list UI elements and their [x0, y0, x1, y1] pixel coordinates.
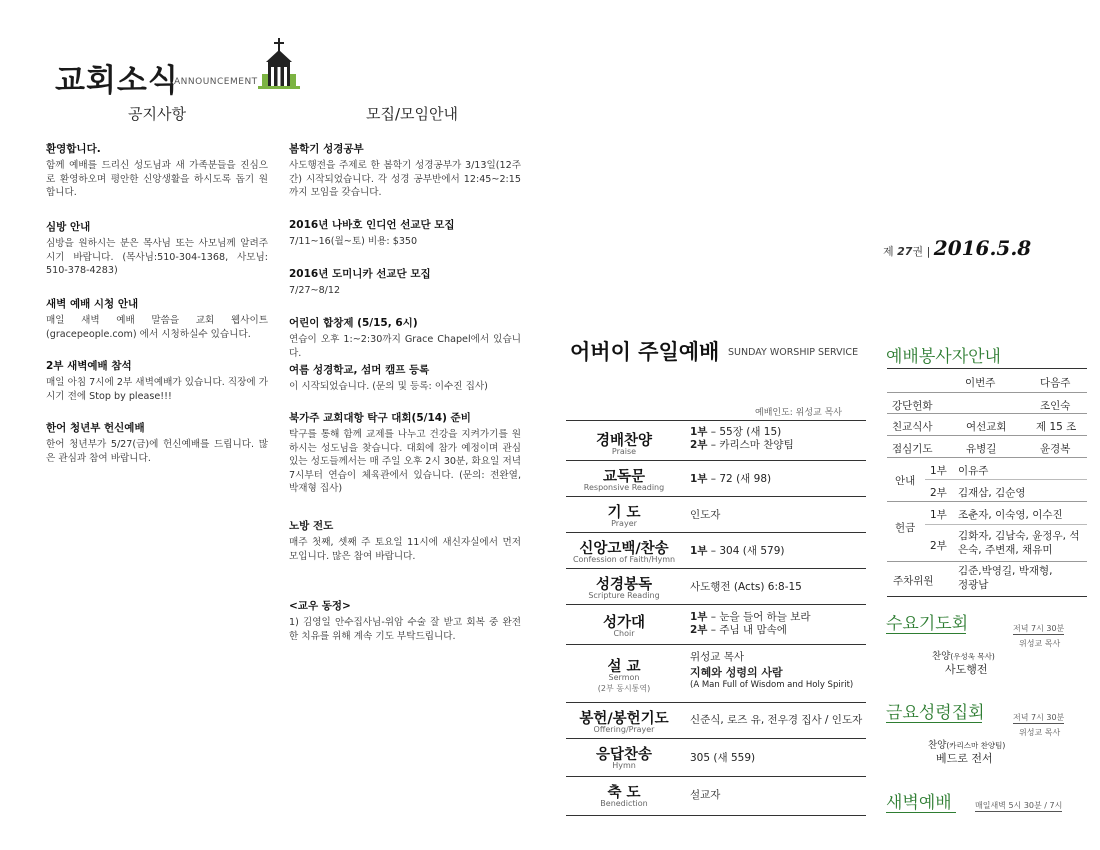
part-value: – 카리스마 찬양팀 — [707, 439, 794, 451]
recruit-item — [289, 315, 521, 360]
guide-label: 안내 — [895, 475, 916, 487]
servant-this: 여선교회 — [966, 421, 1007, 433]
sermon-title: 지혜와 성령의 사람 — [690, 666, 783, 679]
recruit-body: 7/27~8/12 — [289, 285, 341, 296]
recruit-item — [289, 266, 521, 298]
worship-subtitle: SUNDAY WORSHIP SERVICE — [728, 347, 859, 358]
recruit-heading: 모집/모임안내 — [366, 105, 458, 123]
recruit-title: 노방 전도 — [289, 520, 334, 532]
worship-item-value: 사도행전 (Acts) 6:8-15 — [690, 581, 802, 593]
rule — [886, 812, 956, 813]
worship-title: 어버이 주일예배 — [570, 340, 720, 364]
notice-item — [46, 141, 268, 200]
guide-part: 1부 — [930, 465, 947, 477]
recruit-item — [289, 217, 521, 249]
friday-praise — [928, 737, 1005, 751]
worship-row — [566, 460, 866, 497]
recruit-item — [289, 598, 521, 643]
worship-row — [566, 568, 866, 605]
worship-row — [566, 496, 866, 533]
praise-label: 찬양 — [932, 651, 951, 662]
friday-time: 저녁 7시 30분 — [1013, 713, 1065, 722]
worship-row — [566, 532, 866, 569]
worship-row — [566, 604, 866, 645]
praise-label: 찬양 — [928, 740, 947, 751]
notice-body: 한어 청년부가 5/27(금)에 헌신예배를 드립니다. 많은 관심과 참여 바랍니다. — [46, 439, 268, 464]
notice-title: 2부 새벽예배 참석 — [46, 360, 132, 372]
issue-suffix: 권 | — [912, 245, 931, 258]
recruit-item — [289, 518, 521, 563]
issue-prefix: 제 — [883, 245, 894, 258]
notice-body: 함께 예배를 드리신 성도님과 새 가족분들을 진심으로 환영하오며 평안한 신앙생활을 하시도록 돕기 원합니다. — [46, 160, 268, 198]
church-icon — [258, 36, 300, 92]
praise-team: (카리스마 찬양팀) — [946, 741, 1006, 750]
worship-item-ko: 성가대 — [602, 615, 646, 631]
worship-item-en: Responsive Reading — [583, 483, 665, 492]
recruit-title: 2016년 나바호 인디언 선교단 모집 — [289, 219, 455, 231]
recruit-title: 여름 성경학교, 섬머 캠프 등록 — [289, 364, 430, 376]
rule — [886, 722, 982, 723]
worship-item-value: 305 (새 559) — [690, 752, 756, 764]
worship-item-value — [690, 545, 784, 558]
part-value: – 눈을 들어 하늘 보라 — [707, 611, 811, 623]
servant-next: 조인숙 — [1040, 400, 1071, 412]
friday-leader: 위성교 목사 — [1019, 728, 1061, 737]
parking-names: 김준,박영길, 박재형,정광남 — [958, 565, 1053, 591]
servants-title: 예배봉사자안내 — [886, 347, 1001, 367]
worship-leader: 예배인도: 위성교 목사 — [755, 408, 843, 418]
wednesday-time: 저녁 7시 30분 — [1013, 624, 1065, 633]
worship-item-value: 설교자 — [690, 789, 721, 801]
part-value: – 55장 (새 15) — [707, 426, 782, 438]
sermon-title-en: (A Man Full of Wisdom and Holy Spirit) — [690, 680, 854, 690]
part-label: 2부 — [690, 439, 708, 451]
offering-part: 1부 — [930, 509, 947, 521]
recruit-body: 이 시작되었습니다. (문의 및 등록: 이수진 집사) — [289, 381, 488, 392]
worship-item-ko: 축 도 — [607, 785, 641, 801]
recruit-title: 북가주 교회대항 탁구 대회(5/14) 준비 — [289, 412, 471, 424]
servant-label: 친교식사 — [892, 421, 933, 433]
rule — [887, 435, 1087, 436]
part-label: 2부 — [690, 624, 708, 636]
part-label: 1부 — [690, 426, 708, 438]
notice-item — [46, 219, 268, 278]
part-value: – 주님 내 맘속에 — [707, 624, 787, 636]
worship-item-ko: 성경봉독 — [595, 577, 653, 593]
notice-item — [46, 358, 268, 403]
notice-title: 한어 청년부 헌신예배 — [46, 422, 145, 434]
offering-label: 헌금 — [895, 522, 916, 534]
rule — [887, 561, 1087, 562]
page-title: 교회소식 — [55, 63, 179, 99]
worship-item-ko: 신앙고백/찬송 — [579, 541, 669, 557]
worship-item-en: Choir — [613, 629, 635, 638]
issue-number: 27 — [897, 245, 913, 258]
wednesday-title: 수요기도회 — [886, 614, 969, 634]
recruit-body: 매주 첫째, 셋째 주 토요일 11시에 새신자실에서 먼저 모입니다. 많은 참여 바랍니다. — [289, 537, 521, 562]
worship-bottom-rule — [566, 815, 866, 816]
offering-names: 김화자, 김남숙, 윤정우, 석은숙, 주변재, 채유미 — [958, 530, 1080, 556]
worship-item-value — [690, 651, 853, 692]
worship-row — [566, 702, 866, 739]
recruit-body: 연습이 오후 1:~2:30까지 Grace Chapel에서 있습니다. — [289, 334, 521, 359]
rule — [887, 596, 1087, 597]
notice-title: 새벽 예배 시청 안내 — [46, 298, 139, 310]
col-this-week: 이번주 — [965, 377, 996, 389]
praise-team: (우성욱 목사) — [950, 652, 995, 661]
notice-body: 심방을 원하시는 분은 목사님 또는 사모님께 알려주시기 바랍니다. (목사님:510-304-1368, 사모님: 510-378-4283) — [46, 238, 268, 276]
notice-title: 환영합니다. — [46, 143, 101, 155]
worship-item-en: Offering/Prayer — [593, 725, 655, 734]
worship-item-ko: 경배찬양 — [595, 433, 653, 449]
worship-item-value — [690, 426, 794, 452]
wednesday-praise — [932, 648, 995, 662]
rule — [925, 479, 1087, 480]
worship-item-en2: (2부 동시통역) — [597, 684, 651, 693]
worship-item-ko: 응답찬송 — [595, 747, 653, 763]
worship-item-value — [690, 611, 811, 637]
issue-date: 2016.5.8 — [933, 236, 1032, 260]
notice-body: 매일 아침 7시에 2부 새벽예배가 있습니다. 직장에 가시기 전에 Stop by please!!! — [46, 377, 268, 402]
recruit-body: 1) 김영일 안수집사님-위암 수술 잘 받고 회복 중 완전한 치유를 위해 계속 기도 부탁드립니다. — [289, 617, 521, 642]
friday-text: 베드로 전서 — [936, 752, 993, 765]
worship-row — [566, 776, 866, 816]
recruit-body: 7/11~16(월~토) 비용: $350 — [289, 236, 418, 247]
rule — [925, 524, 1087, 525]
notice-body: 매일 새벽 예배 말씀을 교회 웹사이트 (gracepeople.com) 에서 시청하실수 있습니다. — [46, 315, 268, 340]
rule — [886, 633, 966, 634]
servant-this: 유병길 — [966, 443, 997, 455]
worship-item-en: Hymn — [612, 761, 636, 770]
worship-item-en: Scripture Reading — [588, 591, 660, 600]
recruit-title: 2016년 도미니카 선교단 모집 — [289, 268, 431, 280]
guide-names: 이유주 — [958, 465, 989, 477]
guide-names: 김재삼, 김순영 — [958, 487, 1026, 499]
part-value: – 304 (새 579) — [707, 545, 785, 557]
notice-item — [46, 420, 268, 465]
part-label: 1부 — [690, 611, 708, 623]
rule — [887, 368, 1087, 369]
dawn-title: 새벽예배 — [886, 793, 952, 813]
rule — [887, 413, 1087, 414]
col-next-week: 다음주 — [1040, 377, 1071, 389]
worship-item-ko: 기 도 — [607, 505, 641, 521]
issue-info — [883, 236, 1031, 260]
friday-title: 금요성령집회 — [886, 703, 985, 723]
part-label: 1부 — [690, 545, 708, 557]
worship-item-ko: 교독문 — [602, 469, 646, 485]
worship-item-ko: 봉헌/봉헌기도 — [579, 711, 669, 727]
rule — [887, 392, 1087, 393]
recruit-item — [289, 410, 521, 496]
recruit-body: 탁구를 통해 함께 교제를 나누고 건강을 지켜가기를 원하시는 성도님을 찾습니다. 대회에 참가 예정이며 관심 있는 성도들께서는 매 주일 오후 2시 30분, 화요일 저녁 7시부터 연습이 체육관에서 있습니다. (문의: 전완열, 박재형 집사) — [289, 429, 521, 494]
preacher: 위성교 목사 — [690, 651, 745, 663]
worship-item-value: 인도자 — [690, 509, 721, 521]
worship-item-en: Praise — [611, 447, 637, 456]
part-value: – 72 (새 98) — [707, 473, 772, 485]
wednesday-leader: 위성교 목사 — [1019, 639, 1061, 648]
worship-item-en: Confession of Faith/Hymn — [572, 555, 676, 564]
worship-item-value — [690, 473, 771, 486]
servant-label: 강단헌화 — [892, 400, 933, 412]
offering-names: 조춘자, 이숙영, 이수진 — [958, 509, 1063, 521]
worship-item-ko: 설 교 — [607, 659, 641, 675]
offering-part: 2부 — [930, 540, 947, 552]
parking-label: 주차위원 — [893, 575, 934, 587]
worship-item-en: Prayer — [611, 519, 637, 528]
recruit-item — [289, 362, 521, 394]
rule — [887, 501, 1087, 502]
worship-item-value: 신준식, 로즈 유, 전우경 집사 / 인도자 — [690, 714, 863, 726]
servant-next: 제 15 조 — [1036, 421, 1077, 433]
worship-item-en: Benediction — [600, 799, 648, 808]
recruit-body: 사도행전을 주제로 한 봄학기 성경공부가 3/13일(12주간) 시작되었습니다. 각 성경 공부반에서 12:45~2:15까지 모임을 갖습니다. — [289, 160, 521, 198]
recruit-title: <교우 동정> — [289, 600, 351, 612]
servant-next: 윤경복 — [1040, 443, 1071, 455]
rule — [887, 457, 1087, 458]
notice-item — [46, 296, 268, 341]
worship-row — [566, 420, 866, 461]
recruit-item — [289, 141, 521, 200]
worship-item-en: Sermon — [608, 673, 640, 682]
recruit-title: 어린이 합창제 (5/15, 6시) — [289, 317, 418, 329]
servant-label: 점심기도 — [892, 443, 933, 455]
guide-part: 2부 — [930, 487, 947, 499]
worship-row — [566, 738, 866, 777]
notices-heading: 공지사항 — [128, 105, 186, 123]
recruit-title: 봄학기 성경공부 — [289, 143, 364, 155]
dawn-time: 매일새벽 5시 30분 / 7시 — [975, 801, 1063, 810]
worship-row — [566, 644, 866, 703]
notice-title: 심방 안내 — [46, 221, 91, 233]
part-label: 1부 — [690, 473, 708, 485]
wednesday-text: 사도행전 — [945, 663, 988, 676]
page-subtitle: ANNOUNCEMENT — [174, 77, 258, 87]
